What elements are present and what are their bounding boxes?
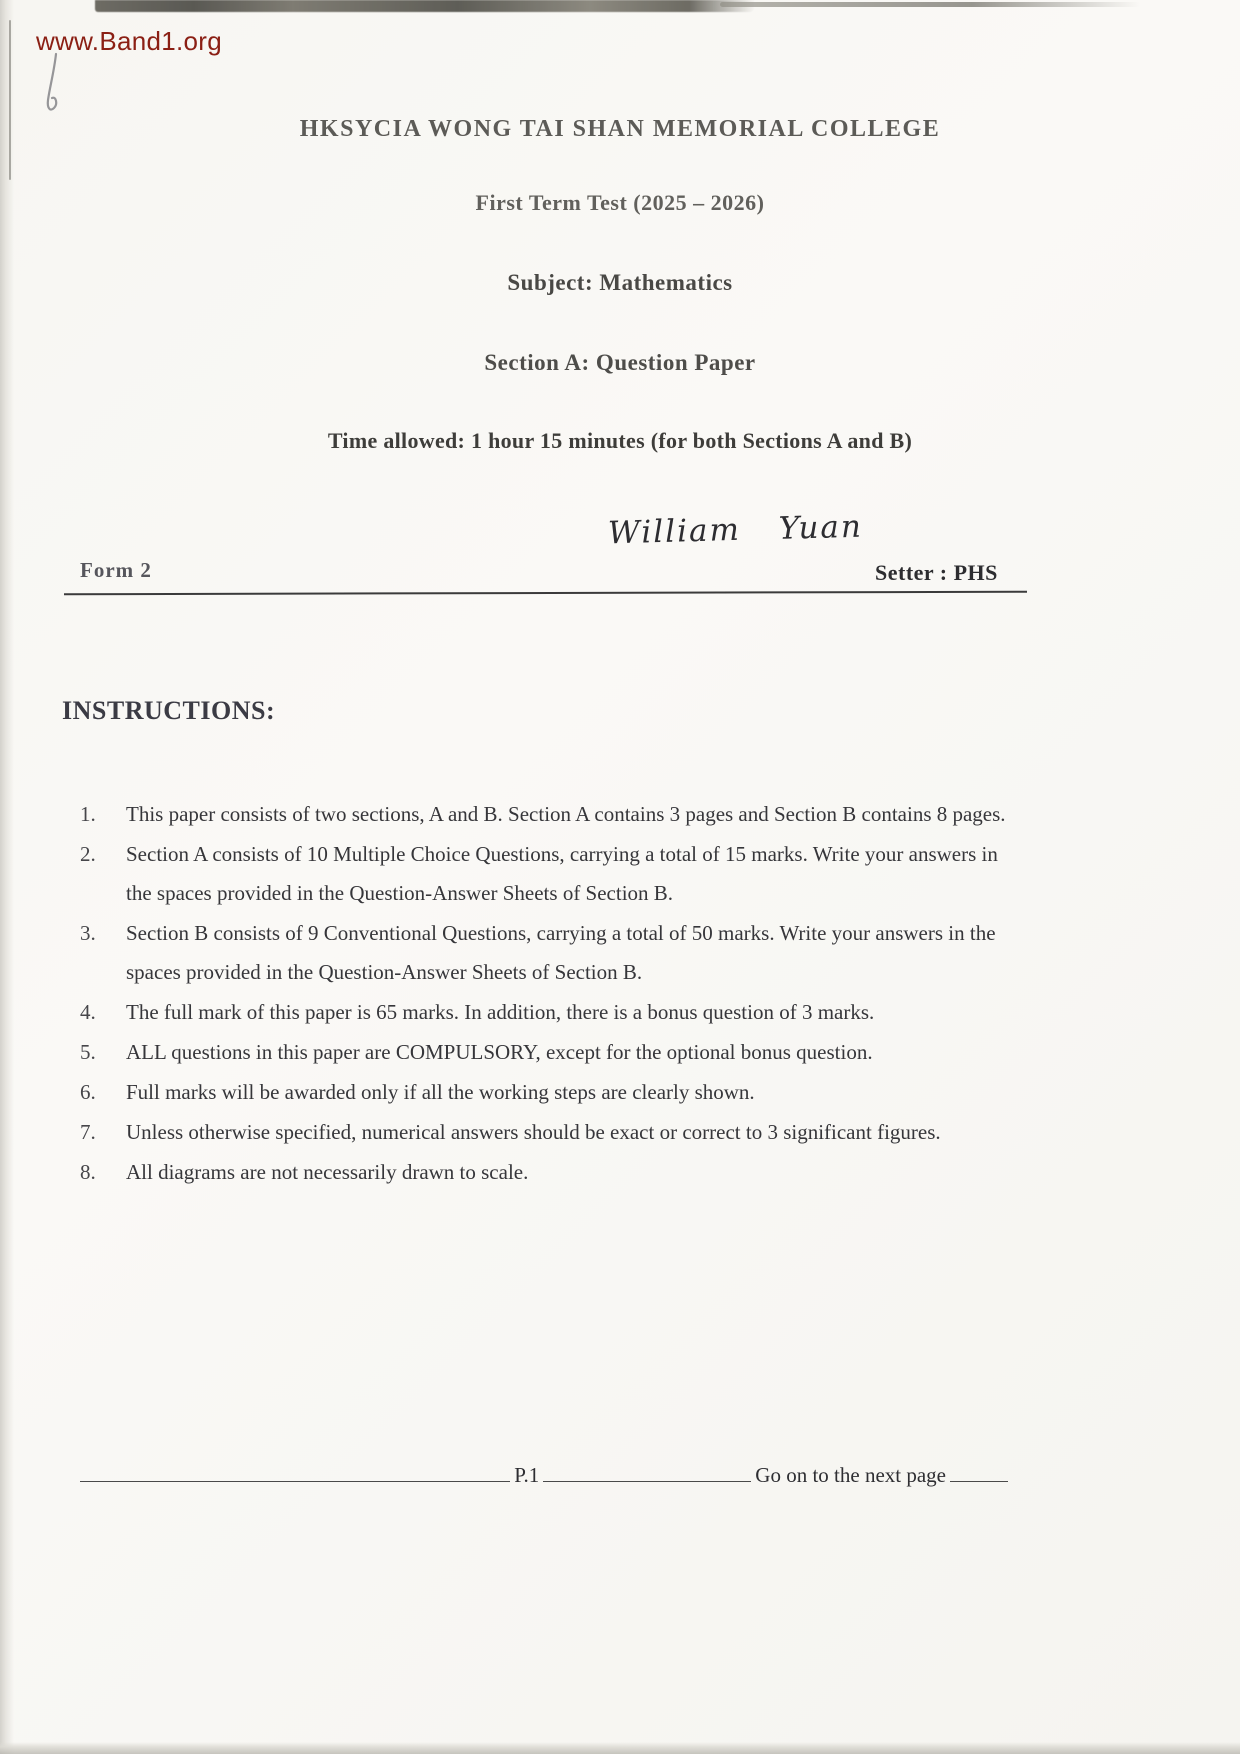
setter-label: Setter : PHS xyxy=(875,560,998,585)
scan-artifact-bottom-edge xyxy=(0,1742,1240,1754)
term-test-title: First Term Test (2025 – 2026) xyxy=(475,190,765,215)
instruction-number: 8. xyxy=(80,1160,96,1184)
instruction-number: 2. xyxy=(80,842,96,866)
instruction-number: 4. xyxy=(80,1000,96,1024)
instruction-item xyxy=(80,1073,1025,1112)
instruction-text: The full mark of this paper is 65 marks. In addition, there is a bonus question of 3 marks. xyxy=(126,1000,875,1024)
instruction-number: 3. xyxy=(80,921,96,945)
subject-line: Subject: Mathematics xyxy=(507,270,733,295)
instruction-item xyxy=(80,914,1025,992)
instruction-text: Section B consists of 9 Conventional Questions, carrying a total of 50 marks. Write your answers in the spaces provided in the Question-Answer Sheets of Section B. xyxy=(126,921,996,984)
page-footer xyxy=(80,1455,1008,1488)
scan-artifact-left-edge xyxy=(0,0,14,1754)
header-divider-line xyxy=(64,591,1027,596)
watermark-text: www.Band1.org xyxy=(36,26,223,56)
instruction-number: 7. xyxy=(80,1120,96,1144)
instructions-list xyxy=(80,795,1025,1193)
next-page-text: Go on to the next page xyxy=(755,1463,946,1487)
instruction-text: Unless otherwise specified, numerical answers should be exact or correct to 3 significant figures. xyxy=(126,1120,941,1144)
instruction-number: 6. xyxy=(80,1080,96,1104)
time-allowed-line: Time allowed: 1 hour 15 minutes (for both Sections A and B) xyxy=(327,428,913,453)
instruction-number: 1. xyxy=(80,802,96,826)
form-label: Form 2 xyxy=(80,558,152,582)
instruction-item xyxy=(80,795,1025,834)
instruction-text: ALL questions in this paper are COMPULSORY, except for the optional bonus question. xyxy=(126,1040,873,1064)
pen-mark-icon xyxy=(34,52,74,122)
instruction-text: Full marks will be awarded only if all the working steps are clearly shown. xyxy=(126,1080,755,1104)
page-number: P.1 xyxy=(514,1463,540,1487)
footer-underline xyxy=(80,1455,510,1482)
footer-underline xyxy=(950,1455,1008,1482)
footer-underline xyxy=(543,1455,751,1482)
instruction-text: All diagrams are not necessarily drawn to scale. xyxy=(126,1160,529,1184)
instruction-item xyxy=(80,993,1025,1032)
handwritten-student-name: William Yuan xyxy=(607,508,864,552)
instruction-item xyxy=(80,1113,1025,1152)
section-line: Section A: Question Paper xyxy=(484,350,756,375)
instructions-title: INSTRUCTIONS: xyxy=(62,696,276,725)
instruction-item xyxy=(80,1033,1025,1072)
instruction-number: 5. xyxy=(80,1040,96,1064)
scan-artifact-top-line xyxy=(720,2,1140,7)
scan-artifact-top-strip xyxy=(95,0,755,12)
instruction-text: Section A consists of 10 Multiple Choice Questions, carrying a total of 15 marks. Write your answers in the spaces provided in the Question-Answer Sheets of Section B. xyxy=(126,842,998,905)
instruction-text: This paper consists of two sections, A and B. Section A contains 3 pages and Section B contains 8 pages. xyxy=(126,802,1006,826)
instruction-item xyxy=(80,1153,1025,1192)
instruction-item xyxy=(80,835,1025,913)
scan-artifact-left-fold xyxy=(9,20,11,180)
school-name: HKSYCIA WONG TAI SHAN MEMORIAL COLLEGE xyxy=(299,116,941,142)
